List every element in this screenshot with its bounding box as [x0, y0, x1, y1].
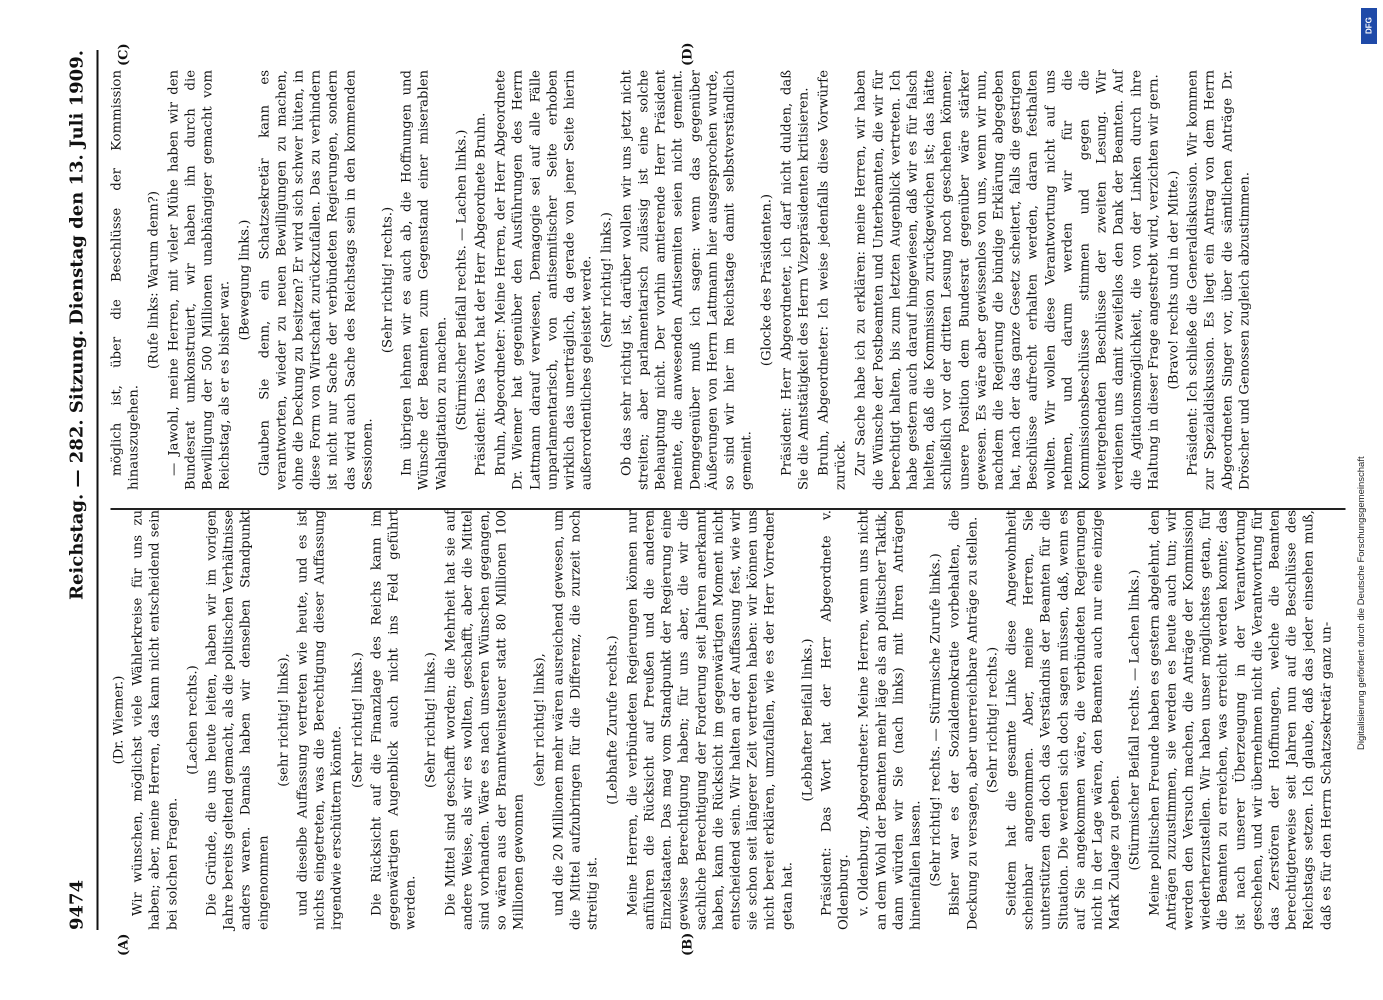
interjection: (Rufe links: Warum denn?) [146, 191, 162, 369]
paragraph: Im übrigen lehnen wir es auch ab, die Hoffnungen und Wünsche der Beamten zum Gegenstand einer miserablen Wahlagitation zu machen. [399, 70, 449, 490]
interjection: (Glocke des Präsidenten.) [759, 193, 775, 367]
president-statement: Präsident: Das Wort hat der Herr Abgeordnete Bruhn. [473, 112, 489, 476]
interjection: (sehr richtig! links), [531, 653, 547, 787]
speaker-continuation: (Dr. Wiemer.) [111, 675, 126, 765]
interjection: (Sehr richtig! rechts.) [984, 646, 1000, 794]
paragraph: Die Mittel sind geschafft worden; die Mehrheit hat sie auf andere Weise, als wir es wollten, geschafft, aber die Mittel sind vorhanden. Wäre es nach unseren Wünschen gegangen, so wären aus der Branntweinsteuer statt 80 Millionen 100 Millionen gewonnen [442, 510, 527, 930]
interjection: (Sehr richtig! links.) [423, 652, 439, 788]
margin-marker-b: (B) [680, 932, 695, 956]
column-divider [110, 508, 1345, 510]
president-statement: Präsident: Ich schließe die Generaldiskussion. Wir kommen zur Spezialdiskussion. Es liegt ein Antrag von dem Herrn Abgeordneten Singer vor, über die sämtlichen Anträge Dr. Dröscher und Genossen zugleich abzustimmen. [1185, 70, 1252, 490]
header-rule [96, 50, 98, 930]
paragraph: Die Gründe, die uns heute leiten, haben wir im vorigen Jahre bereits geltend gemacht, als die politischen Verhältnisse anders waren. Damals haben wir denselben Standpunkt eingenommen [204, 510, 271, 930]
interjection: (sehr richtig! links), [275, 653, 291, 787]
right-column [108, 70, 1256, 490]
paragraph: Bisher war es der Sozialdemokratie vorbehalten, die Deckung zu versagen, aber unerreichbare Anträge zu stellen. [947, 510, 980, 930]
interjection: (Lebhafter Beifall links.) [799, 638, 815, 802]
digitization-credit: Digitalisierung gefördert durch die Deutsche Forschungsgemeinschaft [1356, 456, 1367, 750]
paragraph: Zur Sache habe ich zu erklären: meine Herren, wir haben die Wünsche der Postbeamten und Unterbeamten, die wir für berechtigt halten, bis zum letzten Augenblick vertreten. Ich habe gestern auch darauf hingewiesen, daß wir es für falsch hielten, daß die Kommission zurückgewichen ist; das hätte schließlich vor der dritten Lesung noch geschehen können; unsere Position dem Bundesrat gegenüber wäre stärker gewesen. Es wäre aber gewissenlos von uns, wenn wir nun, nachdem die Regierung die bündige Erklärung abgegeben hat, nach der das ganze Gesetz scheitert, falls die gestrigen Beschlüsse aufrecht erhalten werden, daran festhalten wollten. Wir wollen diese Verantwortung nicht auf uns nehmen, und darum werden wir für die Kommissionsbeschlüsse stimmen und gegen die weitergehenden Beschlüsse der zweiten Lesung. Wir verdienen uns damit zweifellos den Dank der Beamten. Auf die Agitationsmöglichkeit, die von der Linken durch ihre Haltung in dieser Frage angestrebt wird, verzichten wir gern. [853, 70, 1161, 490]
interjection: (Bravo! rechts und in der Mitte.) [1165, 170, 1181, 390]
paragraph: Meine politischen Freunde haben es gestern abgelehnt, den Anträgen zuzustimmen, sie werden es heute auch tun; wir werden den Versuch machen, die Anträge der Kommission wiederherzustellen. Wir haben unser möglichstes getan, für die Beamten zu erreichen, was erreicht werden konnte; das ist nach unserer Überzeugung in der Verantwortung geschehen, und wir übernehmen nicht die Verantwortung für das Zerstören der Hoffnungen, welche die Beamten berechtigterweise seit Jahren nun auf die Beschlüsse des Reichstags setzen. Ich glaube, daß das jeder einsehen muß, daß es für den Herrn Schatzsekretär ganz un- [1146, 510, 1334, 930]
paragraph: Ob das sehr richtig ist, darüber wollen wir uns jetzt nicht streiten; aber parlamentarisch zulässig ist eine solche Behauptung nicht. Der vorhin amtierende Herr Präsident meinte, die anwesenden Antisemiten seien nicht gemeint. Demgegenüber muß ich sagen: wenn das gegenüber Äußerungen von Herrn Lattmann hier ausgesprochen wurde, so sind wir hier im Reichstage damit selbstverständlich gemeint. [618, 70, 755, 490]
paragraph: Wir wünschen, möglichst viele Wählerkreise für uns zu haben; aber, meine Herren, das kann nicht entscheidend sein bei solchen Fragen. [130, 510, 180, 930]
speaker-paragraph: v. Oldenburg, Abgeordneter: Meine Herren, wenn uns nicht an dem Wohl der Beamten mehr läge als an politischer Taktik, dann würden wir Sie (nach links) mit Ihren Anträgen hineinfallen lassen. [856, 510, 923, 930]
header-date: Dienstag den 13. Juli 1909. [66, 50, 87, 325]
paragraph: Meine Herren, die verbündeten Regierungen können nur anführen die Rücksicht auf Preußen und die anderen Einzelstaaten. Das mag vom Standpunkt der Regierung eine gewisse Berechtigung haben; für uns aber, die wir die sachliche Berechtigung der Forderung seit Jahren anerkannt haben, kann die Rücksicht im gegenwärtigen Moment nicht entscheidend sein. Wir halten an der Auffassung fest, wie wir sie schon seit längerer Zeit vertreten haben: wir können uns nicht bereit erklären, umzufallen, wie es der Herr Vorredner getan hat. [624, 510, 795, 930]
margin-marker-d: (D) [680, 42, 695, 66]
margin-marker-a: (A) [116, 933, 131, 956]
left-column [108, 510, 1338, 930]
interjection: (Sehr richtig! rechts. — Stürmische Zurufe links.) [928, 553, 944, 887]
paragraph: Die Rücksicht auf die Finanzlage des Reichs kann im gegenwärtigen Augenblick auch nicht ins Feld geführt werden. [368, 510, 419, 930]
speaker-paragraph: Bruhn, Abgeordneter: Meine Herren, der Herr Abgeordnete Dr. Wiemer hat gegenüber den Ausführungen des Herrn Lattmann darauf verwiesen, Demagogie sei auf alle Fälle unparlamentarisch, von antisemitischer Seite erhoben wirklich das unerträglich, da gerade von jener Seite hierin außerordentliches geleistet werde. [493, 70, 595, 490]
margin-marker-c: (C) [116, 43, 131, 66]
interjection: (Stürmischer Beifall rechts. — Lachen links.) [453, 129, 469, 431]
paragraph: Glauben Sie denn, ein Schatzsekretär kann es verantworten, wieder zu neuen Bewilligungen zu machen, ohne die Deckung zu besitzen? Er wird sich schwer hüten, in diese Form von Wirtschaft zurückzufallen. Das zu verhindern ist nicht nur Sache der verbündeten Regierungen, sondern das wird auch Sache des Reichstags sein in den kommenden Sessionen. [256, 70, 375, 490]
page-number: 9474 [66, 879, 87, 930]
speaker-paragraph: Bruhn, Abgeordneter: Ich weise jedenfalls diese Vorwürfe zurück. [815, 70, 849, 490]
interjection: (Stürmischer Beifall rechts. — Lachen links.) [1127, 569, 1143, 871]
paragraph: — Jawohl, meine Herren, mit vieler Mühe haben wir den Bundesrat umkonstruiert, wir haben ihn durch die Bewilligung der 500 Millionen unabhängiger gemacht vom Reichstag, als er es bisher war. [165, 70, 233, 490]
paragraph: und dieselbe Auffassung vertreten wie heute, und es ist nichts eingetreten, was die Berechtigung dieser Auffassung irgendwie erschüttern könnte. [295, 510, 345, 930]
interjection: (Sehr richtig! rechts.) [380, 206, 396, 354]
paragraph: Seitdem hat die gesamte Linke diese Angewohnheit scheinbar angenommen. Aber, meine Herren, Sie unterstützen den doch das Verständnis der Beamten für die Situation. Die werden sich doch sagen müssen, daß, wenn es auf Sie angekommen wäre, die verbündeten Regierungen nicht in der Lage wären, den Beamten auch nur eine einzige Mark Zulage zu geben. [1003, 510, 1123, 930]
interjection: (Sehr richtig! links.) [349, 652, 365, 788]
dfg-logo: DFG [1361, 8, 1377, 44]
paragraph: möglich ist, über die Beschlüsse der Kommission hinauszugehen. [109, 70, 142, 490]
interjection: (Lachen rechts.) [184, 665, 200, 775]
president-statement: Präsident: Herr Abgeordneter, ich darf nicht dulden, daß Sie die Amtstätigkeit des Herrn Vizepräsidenten kritisieren. [778, 70, 811, 490]
interjection: (Bewegung links.) [237, 219, 253, 341]
header-title: Reichstag. — 282. Sitzung. [66, 329, 87, 600]
president-statement: Präsident: Das Wort hat der Herr Abgeordnete v. Oldenburg. [818, 510, 852, 930]
interjection: (Lebhafte Zurufe rechts.) [605, 635, 621, 805]
page-header [58, 50, 94, 930]
interjection: (Sehr richtig! links.) [599, 212, 615, 348]
paragraph: und die 20 Millionen mehr wären ausreichend gewesen, um die Mittel aufzubringen für die Differenz, die zurzeit noch streitig ist. [550, 510, 601, 930]
